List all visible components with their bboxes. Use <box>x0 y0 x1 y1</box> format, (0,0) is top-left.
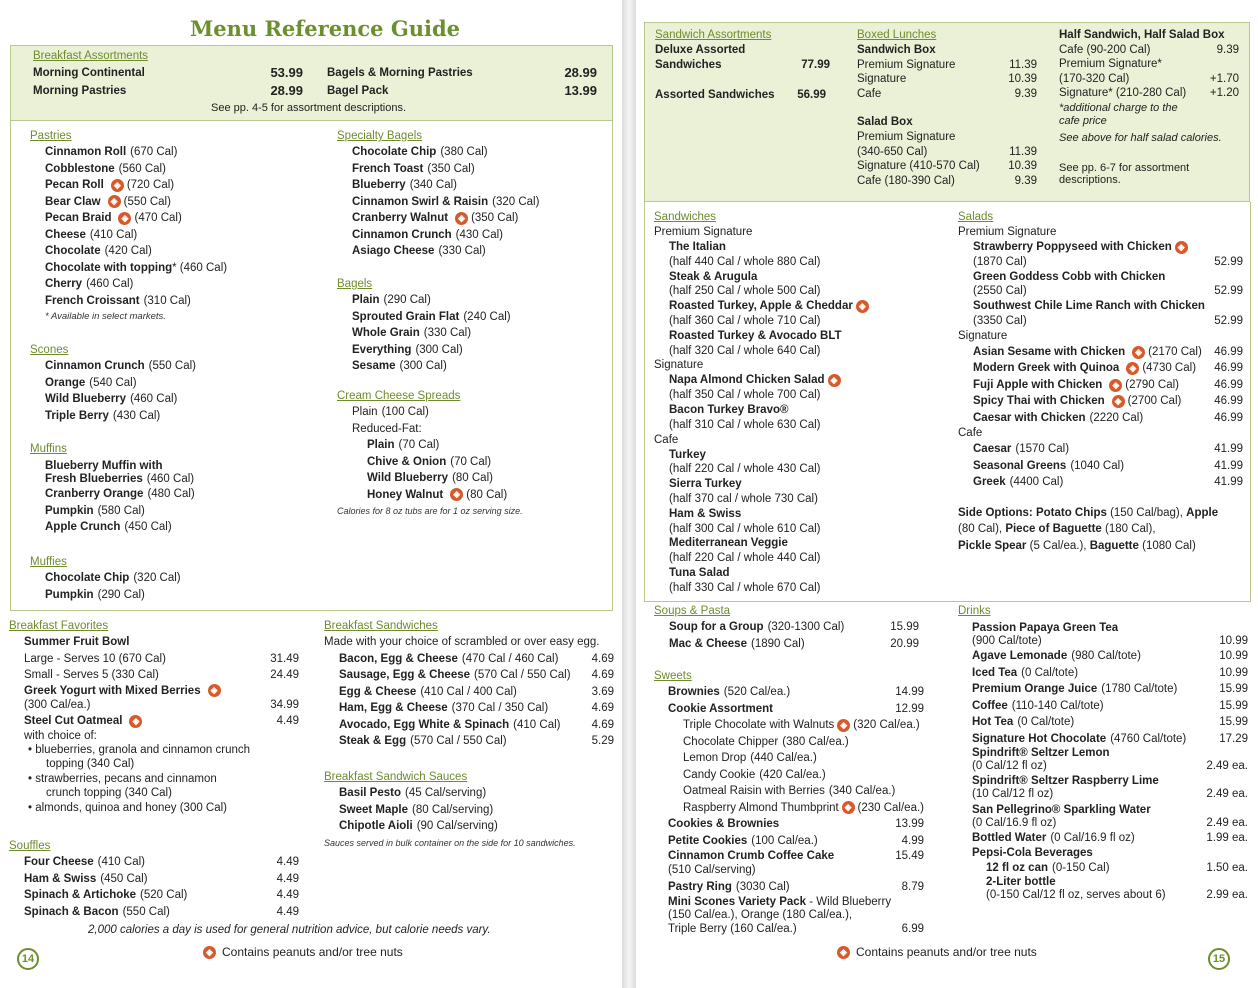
menu-item: Oatmeal Raisin with Berries (340 Cal/ea.) <box>683 785 896 797</box>
menu-item: Bagel Pack 13.99 <box>327 83 597 98</box>
menu-item: Iced Tea (0 Cal/tote) 10.99 <box>972 666 1248 679</box>
menu-item: Wild Blueberry (460 Cal) <box>45 393 178 405</box>
menu-item: Cobblestone (560 Cal) <box>45 162 166 175</box>
menu-item: Cafe (180-390 Cal) 9.39 <box>857 174 1037 187</box>
menu-item: (300 Cal/ea.) 34.99 <box>24 698 299 711</box>
sandwiches-section <box>654 210 944 596</box>
menu-item: Basil Pesto (45 Cal/serving) <box>339 787 487 799</box>
menu-item: Cinnamon Crunch (550 Cal) <box>45 360 196 372</box>
menu-item: Sausage, Egg & Cheese (570 Cal / 550 Cal) 4.69 <box>339 669 614 681</box>
nut-icon: ◈ <box>1126 362 1139 375</box>
nut-icon: ◈ <box>837 719 850 732</box>
menu-item: Chipotle Aioli (90 Cal/serving) <box>339 820 498 832</box>
menu-item: Cranberry Orange (480 Cal) <box>45 488 195 500</box>
nut-icon: ◈ <box>129 715 142 728</box>
bullet: topping (340 Cal) <box>46 758 135 770</box>
menu-item: Orange (540 Cal) <box>45 376 137 389</box>
sub-heading: Salad Box <box>857 116 913 129</box>
menu-item: Steel Cut Oatmeal ◈ 4.49 <box>24 714 299 727</box>
nutrition-footer: 2,000 calories a day is used for general nutrition advice, but calorie needs vary. <box>88 924 491 936</box>
menu-item: Sesame (300 Cal) <box>352 360 447 372</box>
section-title: Boxed Lunches <box>857 29 937 41</box>
page-title: Menu Reference Guide <box>190 16 461 41</box>
section-title: Specialty Bagels <box>337 130 423 142</box>
note: See pp. 6-7 for assortment descriptions. <box>1059 161 1190 186</box>
section-title: Scones <box>30 344 69 356</box>
menu-item: Premium Signature* <box>1059 58 1162 71</box>
menu-item: Wild Blueberry (80 Cal) <box>367 472 493 484</box>
nut-icon: ◈ <box>1132 346 1145 359</box>
menu-item: Large - Serves 10 (670 Cal) 31.49 <box>24 652 299 665</box>
menu-item: Signature Hot Chocolate (4760 Cal/tote) 17.29 <box>972 732 1248 745</box>
menu-item: Signature* (210-280 Cal) +1.20 <box>1059 87 1239 100</box>
note: See above for half salad calories. <box>1059 131 1222 144</box>
menu-item: Pastry Ring (3030 Cal) 8.79 <box>668 881 924 893</box>
menu-item: Premium Signature <box>857 130 956 143</box>
menu-item: Apple Crunch (450 Cal) <box>45 521 172 533</box>
menu-item: Plain (70 Cal) <box>367 439 440 451</box>
menu-item: French Toast (350 Cal) <box>352 162 475 175</box>
menu-item: Cookie Assortment 12.99 <box>668 702 924 715</box>
menu-item: Candy Cookie (420 Cal/ea.) <box>683 768 826 781</box>
bullet: • almonds, quinoa and honey (300 Cal) <box>28 801 228 814</box>
menu-item: Strawberry Poppyseed with Chicken ◈ (1870 Cal) 52.99 <box>973 241 1243 268</box>
menu-item: Steak & Arugula (half 250 Cal / whole 500 Cal) <box>669 270 821 298</box>
menu-item: Asiago Cheese (330 Cal) <box>352 245 486 257</box>
menu-item: Bacon Turkey Bravo® (half 310 Cal / whole 630 Cal) <box>669 403 821 431</box>
menu-item: Passion Papaya Green Tea (900 Cal/tote) 10.99 <box>972 622 1248 647</box>
section-title: Breakfast Assortments <box>33 50 149 62</box>
menu-item: Cookies & Brownies 13.99 <box>668 818 924 830</box>
menu-item: Hot Tea (0 Cal/tote) 15.99 <box>972 716 1248 728</box>
menu-item: 2-Liter bottle (0-150 Cal/12 fl oz, serves about 6) 2.99 ea. <box>986 876 1248 901</box>
menu-item: Brownies (520 Cal/ea.) 14.99 <box>668 686 924 698</box>
note: See pp. 4-5 for assortment descriptions. <box>211 102 407 114</box>
menu-item: Chive & Onion (70 Cal) <box>367 455 492 468</box>
nut-icon: ◈ <box>118 212 131 225</box>
menu-item: Blueberry Muffin with <box>45 460 163 472</box>
menu-item: Mac & Cheese (1890 Cal) 20.99 <box>669 637 919 650</box>
nut-icon: ◈ <box>1109 379 1122 392</box>
menu-item: Premium Signature 11.39 <box>857 58 1037 71</box>
note: * Available in select markets. <box>45 311 166 322</box>
menu-item: Fuji Apple with Chicken ◈ (2790 Cal) 46.99 <box>973 378 1243 391</box>
menu-item: Pecan Braid ◈ (470 Cal) <box>45 212 182 224</box>
sub-heading: Premium Signature <box>654 226 753 238</box>
menu-item: Caesar with Chicken (2220 Cal) 46.99 <box>973 411 1243 424</box>
menu-item: Cheese (410 Cal) <box>45 228 138 241</box>
cream-cheese-section <box>337 389 607 516</box>
muffies-section <box>30 555 320 603</box>
page-number: 14 <box>17 948 39 970</box>
menu-item: Morning Pastries 28.99 <box>33 83 303 98</box>
page-gutter <box>622 0 636 988</box>
page-14 <box>0 0 622 988</box>
side-options: Side Options: Potato Chips (150 Cal/bag), Apple (80 Cal), Piece of Baguette (180 Cal), Pickle Spear (5 Cal/ea.), Baguette (1080 Cal) <box>958 506 1219 552</box>
menu-item: Pumpkin (580 Cal) <box>45 504 145 517</box>
nut-legend: ◈ Contains peanuts and/or tree nuts <box>834 945 1037 959</box>
menu-item: Agave Lemonade (980 Cal/tote) 10.99 <box>972 650 1248 662</box>
sweets-section <box>654 669 924 936</box>
intro: Made with your choice of scrambled or over easy egg. <box>324 636 600 648</box>
nut-icon: ◈ <box>856 300 869 313</box>
menu-item: Four Cheese (410 Cal) 4.49 <box>24 856 299 868</box>
menu-item: Spinach & Artichoke (520 Cal) 4.49 <box>24 889 299 901</box>
menu-item: Ham, Egg & Cheese (370 Cal / 350 Cal) 4.69 <box>339 702 614 714</box>
menu-item: Napa Almond Chicken Salad ◈ (half 350 Cal / whole 700 Cal) <box>669 373 944 403</box>
menu-item: 12 fl oz can (0-150 Cal) 1.50 ea. <box>986 861 1248 874</box>
nut-icon: ◈ <box>108 195 121 208</box>
section-title: Sandwich Assortments <box>655 29 772 41</box>
menu-item: Ham & Swiss (450 Cal) 4.49 <box>24 872 299 885</box>
bullet: • strawberries, pecans and cinnamon <box>28 772 217 785</box>
menu-item: Steak & Egg (570 Cal / 550 Cal) 5.29 <box>339 735 614 747</box>
nut-icon: ◈ <box>208 684 221 697</box>
menu-item: Cinnamon Swirl & Raisin (320 Cal) <box>352 195 540 208</box>
menu-item: Egg & Cheese (410 Cal / 400 Cal) 3.69 <box>339 685 614 698</box>
menu-item: Bear Claw ◈ (550 Cal) <box>45 195 171 208</box>
menu-item: Fresh Blueberries (460 Cal) <box>45 473 195 485</box>
bagels-section <box>337 277 607 375</box>
menu-item: Cherry (460 Cal) <box>45 278 134 290</box>
section-title: Soups & Pasta <box>654 605 731 617</box>
note: Sauces served in bulk container on the side for 10 sandwiches. <box>324 837 576 848</box>
menu-item: Turkey (half 220 Cal / whole 430 Cal) <box>669 448 821 476</box>
menu-item: Assorted Sandwiches 56.99 <box>655 89 826 101</box>
menu-item: Sweet Maple (80 Cal/serving) <box>339 803 494 816</box>
page-number: 15 <box>1208 948 1230 970</box>
menu-item: Spindrift® Seltzer Lemon (0 Cal/12 fl oz) 2.49 ea. <box>972 747 1248 772</box>
menu-item: Whole Grain (330 Cal) <box>352 327 472 339</box>
menu-item: Sprouted Grain Flat (240 Cal) <box>352 310 511 323</box>
menu-item: Coffee (110-140 Cal/tote) 15.99 <box>972 699 1248 712</box>
boxed-lunches <box>857 28 1037 188</box>
sub-heading: Reduced-Fat: <box>352 422 422 435</box>
sub-heading: Signature <box>654 359 704 372</box>
menu-item: Premium Orange Juice (1780 Cal/tote) 15.99 <box>972 683 1248 695</box>
sub-heading: Signature <box>958 329 1008 342</box>
section-title: Sweets <box>654 670 692 682</box>
menu-item: Caesar (1570 Cal) 41.99 <box>973 443 1243 456</box>
section-title: Muffins <box>30 443 67 455</box>
section-title: Breakfast Sandwich Sauces <box>324 771 468 783</box>
assortments-box <box>644 22 1250 202</box>
section-title: Pastries <box>30 130 72 142</box>
menu-item: Honey Walnut ◈ (80 Cal) <box>367 488 508 501</box>
text: with choice of: <box>24 729 97 742</box>
drinks-section <box>958 604 1248 902</box>
souffles-section <box>9 839 299 920</box>
menu-item: Signature (410-570 Cal) 10.39 <box>857 160 1037 173</box>
sub-heading: Cafe <box>654 433 679 446</box>
note: Calories for 8 oz tubs are for 1 oz serving size. <box>337 506 523 516</box>
menu-item: Spicy Thai with Chicken ◈ (2700 Cal) 46.99 <box>973 395 1243 408</box>
section-title: Salads <box>958 211 994 223</box>
menu-item: Cinnamon Roll (670 Cal) <box>45 146 178 158</box>
page-15 <box>636 0 1258 988</box>
section-title: Sandwiches <box>654 211 717 223</box>
nut-icon: ◈ <box>828 374 841 387</box>
menu-item: Roasted Turkey & Avocado BLT (half 320 Cal / whole 640 Cal) <box>669 329 842 357</box>
menu-item: Chocolate (420 Cal) <box>45 245 152 257</box>
menu-item: Raspberry Almond Thumbprint ◈ (230 Cal/ea.) <box>683 801 924 814</box>
breakfast-assortments-box <box>10 45 613 121</box>
menu-item: Bottled Water (0 Cal/16.9 fl oz) 1.99 ea. <box>972 832 1248 844</box>
section-title: Breakfast Favorites <box>9 620 109 632</box>
menu-item: Asian Sesame with Chicken ◈ (2170 Cal) 46.99 <box>973 345 1243 358</box>
menu-item: Southwest Chile Lime Ranch with Chicken (3350 Cal) 52.99 <box>973 300 1243 327</box>
menu-item: Bacon, Egg & Cheese (470 Cal / 460 Cal) 4.69 <box>339 652 614 665</box>
sub-heading: Sandwich Box <box>857 44 936 56</box>
menu-item: Roasted Turkey, Apple & Cheddar ◈ (half 360 Cal / whole 710 Cal) <box>669 299 944 329</box>
menu-item: Chocolate with topping * (460 Cal) <box>45 261 228 274</box>
nut-icon: ◈ <box>450 488 463 501</box>
section-title: Souffles <box>9 840 51 852</box>
menu-item: Pepsi-Cola Beverages <box>972 846 1093 859</box>
section-title: Muffies <box>30 556 67 568</box>
menu-item: Cinnamon Crunch (430 Cal) <box>352 228 503 241</box>
menu-item: Cinnamon Crumb Coffee Cake 15.49 (510 Cal/serving) <box>668 850 924 876</box>
menu-item: Greek Yogurt with Mixed Berries ◈ <box>24 684 299 698</box>
muffins-section <box>30 442 320 536</box>
menu-item: Greek (4400 Cal) 41.99 <box>973 476 1243 489</box>
specialty-bagels-section <box>337 129 607 260</box>
menu-item: Mini Scones Variety Pack - Wild Blueberry (150 Cal/ea.), Orange (180 Cal/ea.), Triple Berry (160 Cal/ea.) 6.99 <box>668 895 924 935</box>
scones-section <box>30 343 320 424</box>
menu-item: Seasonal Greens (1040 Cal) 41.99 <box>973 459 1243 472</box>
menu-item: Morning Continental 53.99 <box>33 65 303 80</box>
menu-item: Soup for a Group (320-1300 Cal) 15.99 <box>669 621 919 633</box>
menu-item: Cranberry Walnut ◈ (350 Cal) <box>352 212 519 224</box>
menu-item: French Croissant (310 Cal) <box>45 294 191 307</box>
sub-heading: Cafe <box>958 427 983 440</box>
menu-item: Pumpkin (290 Cal) <box>45 588 145 601</box>
section-title: Breakfast Sandwiches <box>324 620 438 632</box>
sauces-section <box>324 770 614 848</box>
section-title: Half Sandwich, Half Salad Box <box>1059 29 1225 41</box>
menu-item: Pecan Roll ◈ (720 Cal) <box>45 179 175 191</box>
menu-item: Tuna Salad (half 330 Cal / whole 670 Cal) <box>669 566 821 594</box>
sub-heading: Premium Signature <box>958 226 1057 238</box>
menu-item: San Pellegrino® Sparkling Water (0 Cal/16.9 fl oz) 2.49 ea. <box>972 804 1248 829</box>
menu-item: Chocolate Chip (320 Cal) <box>45 572 181 584</box>
breakfast-favorites-section <box>9 619 299 815</box>
menu-item: Spinach & Bacon (550 Cal) 4.49 <box>24 905 299 918</box>
menu-item: (340-650 Cal) 11.39 <box>857 145 1037 158</box>
nut-icon: ◈ <box>837 946 850 959</box>
menu-item: Chocolate Chipper (380 Cal/ea.) <box>683 735 849 748</box>
menu-item: Petite Cookies (100 Cal/ea.) 4.99 <box>668 834 924 847</box>
menu-item: Spindrift® Seltzer Raspberry Lime (10 Cal/12 fl oz) 2.49 ea. <box>972 775 1248 800</box>
menu-item: Small - Serves 5 (330 Cal) 24.49 <box>24 669 299 681</box>
menu-item: The Italian (half 440 Cal / whole 880 Cal) <box>669 241 821 268</box>
bullet: crunch topping (340 Cal) <box>46 787 172 799</box>
half-box <box>1059 28 1239 186</box>
section-title: Drinks <box>958 605 991 617</box>
menu-item: Cafe (90-200 Cal) 9.39 <box>1059 43 1239 56</box>
salads-section <box>958 210 1243 554</box>
nut-icon: ◈ <box>842 801 855 814</box>
nut-icon: ◈ <box>203 946 216 959</box>
menu-item: Green Goddess Cobb with Chicken (2550 Cal) 52.99 <box>973 270 1243 298</box>
menu-item: Plain (290 Cal) <box>352 294 431 306</box>
section-title: Bagels <box>337 278 373 290</box>
breakfast-sandwiches-section <box>324 619 614 750</box>
menu-item: Triple Chocolate with Walnuts ◈ (320 Cal/ea.) <box>683 719 920 731</box>
menu-item: Summer Fruit Bowl <box>24 636 130 648</box>
menu-item: Avocado, Egg White & Spinach (410 Cal) 4.69 <box>339 718 614 731</box>
menu-item: Sierra Turkey (half 370 cal / whole 730 Cal) <box>669 478 818 505</box>
menu-item: Mediterranean Veggie (half 220 Cal / whole 440 Cal) <box>669 537 821 565</box>
nut-icon: ◈ <box>1112 395 1125 408</box>
menu-item: Bagels & Morning Pastries 28.99 <box>327 65 597 80</box>
nut-legend: ◈ Contains peanuts and/or tree nuts <box>200 945 403 959</box>
menu-item: Chocolate Chip (380 Cal) <box>352 146 488 158</box>
menu-item: Modern Greek with Quinoa ◈ (4730 Cal) 46.99 <box>973 362 1243 375</box>
section-title: Cream Cheese Spreads <box>337 390 461 402</box>
menu-item: Ham & Swiss (half 300 Cal / whole 610 Cal) <box>669 507 821 535</box>
menu-item: Plain (100 Cal) <box>352 406 429 418</box>
menu-item: Cafe 9.39 <box>857 87 1037 100</box>
nut-icon: ◈ <box>455 212 468 225</box>
nut-icon: ◈ <box>1175 241 1188 254</box>
menu-item: (170-320 Cal) +1.70 <box>1059 72 1239 85</box>
bullet: • blueberries, granola and cinnamon crunch <box>28 743 251 756</box>
menu-item: Blueberry (340 Cal) <box>352 179 457 191</box>
menu-item: Everything (300 Cal) <box>352 343 463 356</box>
note: *additional charge to the cafe price <box>1059 101 1178 127</box>
menu-item: Deluxe Assorted Sandwiches 77.99 <box>655 44 830 71</box>
soups-section <box>654 604 919 652</box>
nut-icon: ◈ <box>111 179 124 192</box>
menu-item: Lemon Drop (440 Cal/ea.) <box>683 752 817 764</box>
pastries-section <box>30 129 320 325</box>
menu-item: Triple Berry (430 Cal) <box>45 409 161 422</box>
menu-item: Signature 10.39 <box>857 73 1037 86</box>
